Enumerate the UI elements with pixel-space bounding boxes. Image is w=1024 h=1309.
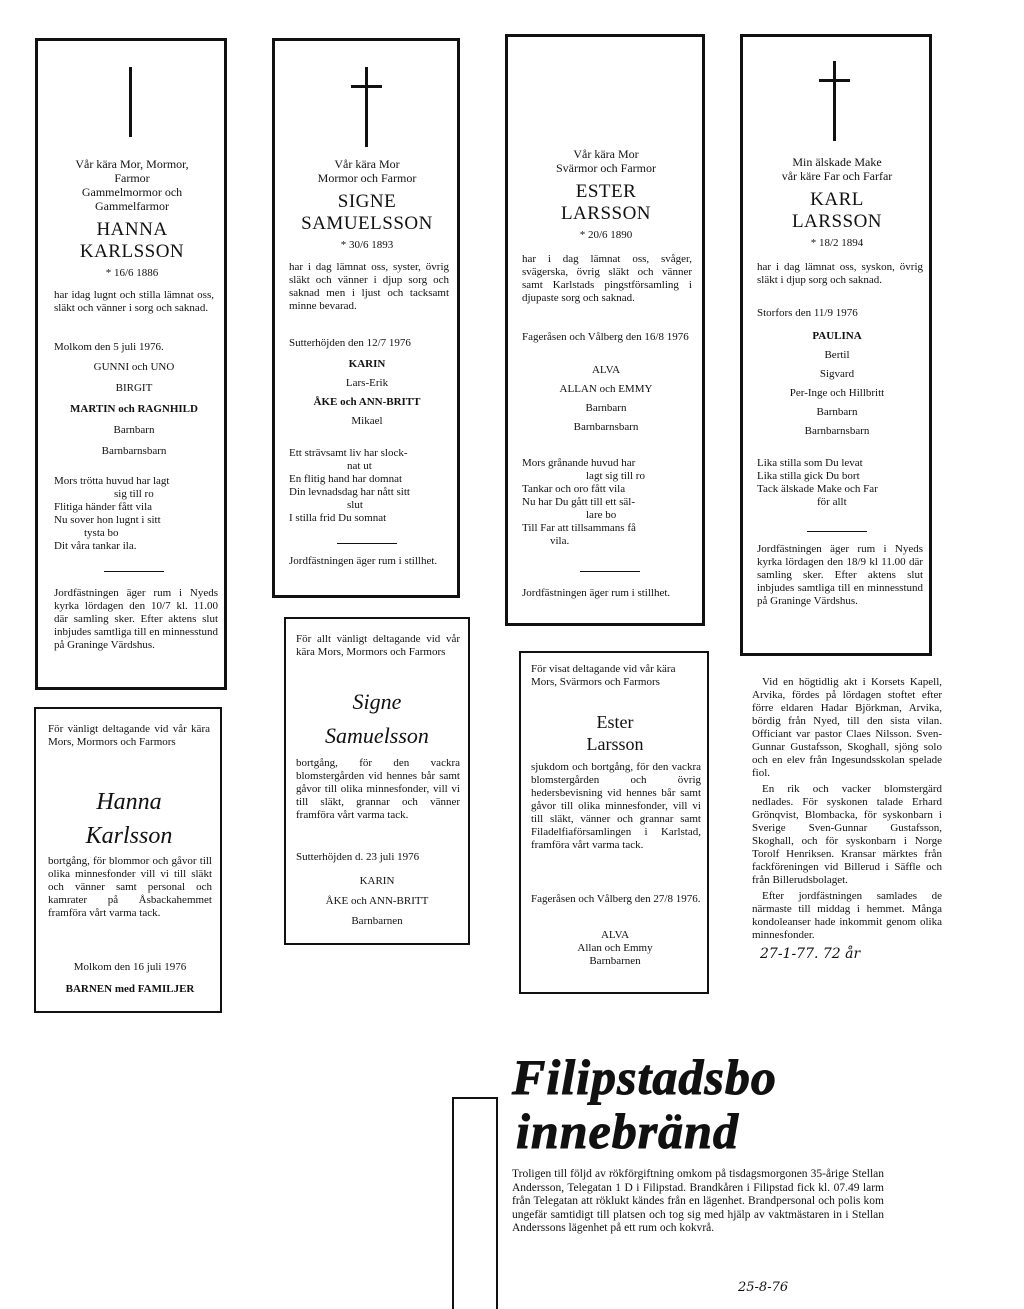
family-member: Sigvard — [819, 368, 855, 380]
birth-date: * 30/6 1893 — [340, 239, 394, 251]
heading-line: Mormor och Farmor — [317, 171, 417, 185]
notice-paragraph: En rik och vacker blomstergärd nedlades. För syskonen talade Erhard Grönqvist, Blombacka, för syskonbarn i Sverige Sven-Gunnar Gustafsson, Skoghall, och för syskonbarn i Norge Torolf Henriksen. Kransar märktes från fackföreningen vid Billerud i Säffle och från Billerudsbolaget. — [752, 783, 942, 886]
obituary-karl-larsson — [740, 34, 932, 656]
handwritten-date: 27-1-77. 72 år — [760, 946, 861, 962]
place-date: Storfors den 11/9 1976 — [757, 307, 858, 319]
family-member: ALVA — [591, 364, 621, 376]
family-member: KARIN — [359, 875, 395, 887]
obituary-hanna-karlsson — [35, 38, 227, 690]
family-member: Barnbarn — [113, 424, 155, 436]
place-date: Molkom den 16 juli 1976 — [73, 961, 187, 973]
signature: BARNEN med FAMILJER — [65, 983, 195, 995]
poem-line: slut — [347, 499, 363, 511]
poem-line: I stilla frid Du somnat — [289, 512, 387, 524]
family-member: Bertil — [824, 349, 850, 361]
poem-line: Nu har Du gått till ett säl- — [522, 496, 636, 508]
family-member: Barnbarn — [816, 406, 858, 418]
heading-line: Vår kära Mor, Mormor, — [75, 157, 189, 171]
poem-line: Lika stilla som Du levat — [757, 457, 863, 469]
funeral-info: Jordfästningen äger rum i stillhet. — [522, 587, 671, 599]
obituary-signe-samuelsson — [272, 38, 460, 598]
poem-line: Till Far att tillsammans få — [522, 522, 636, 534]
poem-line: Lika stilla gick Du bort — [757, 470, 860, 482]
thanks-signe-samuelsson — [284, 617, 470, 945]
cross-icon — [126, 67, 136, 137]
poem-line: Nu sover hon lugnt i sitt — [54, 514, 161, 526]
family-member: Barnbarn — [585, 402, 627, 414]
divider — [807, 531, 867, 532]
poem-line: lagt sig till ro — [586, 470, 645, 482]
poem-line: Mors grånande huvud har — [522, 457, 636, 469]
cross-icon — [347, 67, 387, 147]
blank-frame — [452, 1097, 498, 1309]
heading-line: vår käre Far och Farfar — [781, 169, 893, 183]
birth-date: * 20/6 1890 — [579, 229, 633, 241]
poem-line: Dit våra tankar ila. — [54, 540, 137, 552]
cross-icon — [815, 61, 855, 141]
family-member: Barnbarnen — [589, 955, 641, 967]
death-notice: har i dag lämnat oss, svåger, svägerska, övrig släkt och vänner samt Karlstads pingstförsamling i djupaste sorg och saknad. — [522, 253, 692, 304]
heading-line: Min älskade Make — [792, 155, 882, 169]
family-member: Lars-Erik — [345, 377, 389, 389]
family-member: ALLAN och EMMY — [559, 383, 653, 395]
thanks-body: bortgång, för blommor och gåvor till olika minnesfonder vill vi till släkt och vänner samt personal och kamrater på Åsbackahemmet framföra vårt varma tack. — [48, 855, 212, 919]
poem-line: Ett strävsamt liv har slock- — [289, 447, 408, 459]
deceased-name: KARL — [810, 189, 864, 210]
thanks-body: sjukdom och bortgång, för den vackra blomstergården och övrig hedersbevisning vid hennes bår samt gåvor till olika minnesfonder, vill vi till släkt, vänner och grannar samt Filadelfiaförsamlingen i Karlstad, framföra vårt varma tack. — [531, 761, 701, 851]
family-member: GUNNI och UNO — [93, 361, 175, 373]
poem-line: lare bo — [586, 509, 617, 521]
headline-line: Filipstadsbo — [512, 1049, 777, 1105]
heading-line: Gammelfarmor — [95, 199, 169, 213]
family-member: Barnbarnsbarn — [804, 425, 870, 437]
divider — [104, 571, 164, 572]
family-member: Barnbarnsbarn — [101, 445, 167, 457]
deceased-name: Samuelsson — [325, 723, 429, 748]
notice-paragraph: Vid en högtidlig akt i Korsets Kapell, Arvika, fördes på lördagen stoftet efter förre eldaren Hadar Björkman, Arvika, bördig från Nyed, till den sista vilan. Officiant var pastor Claes Nilsson. Sven-Gunnar Gustafsson, Skoghall, sjöng solo och en elev från Ingesundsskolan spelade fiol. — [752, 676, 942, 779]
birth-date: * 16/6 1886 — [105, 267, 159, 279]
funeral-info: Jordfästningen äger rum i stillhet. — [289, 555, 438, 567]
poem-line: Flitiga händer fått vila — [54, 501, 153, 513]
heading-line: Svärmor och Farmor — [556, 161, 656, 175]
birth-date: * 18/2 1894 — [810, 237, 864, 249]
poem-line: tysta bo — [84, 527, 119, 539]
family-member: ÅKE och ANN-BRITT — [325, 895, 429, 907]
heading-line: Gammelmormor och — [81, 185, 183, 199]
divider — [580, 571, 640, 572]
deceased-name: Ester — [596, 712, 634, 732]
article-body: Troligen till följd av rökförgiftning omkom på tisdagsmorgonen 35-årige Stellan Andersson, Telegatan 1 D i Filipstad. Brandkåren i Filipstad fick kl. 07.49 larm från Telegatan att röklukt kändes från en lägenhet. Brandpersonal och polis kom ungefär samtidigt till platsen och tog sig med hjälp av vaktmästaren in i Stellan Anderssons lägenhet på ett rum och kokvrå. — [512, 1168, 884, 1234]
thanks-intro: För vänligt deltagande vid vår kära Mors, Mormors och Farmors — [48, 723, 210, 748]
family-member: MARTIN och RAGNHILD — [70, 403, 198, 415]
family-member: KARIN — [348, 358, 386, 370]
deceased-name: Larsson — [586, 734, 644, 754]
family-member: Mikael — [351, 415, 383, 427]
deceased-name: Signe — [352, 689, 402, 714]
funeral-info: Jordfästningen äger rum i Nyeds kyrka lördagen den 10/7 kl. 11.00 där samling sker. Efter aktens slut inbjudes samtliga till en minnesstund på Graninge Värdshus. — [54, 587, 218, 651]
handwritten-date: 25-8-76 — [738, 1280, 789, 1295]
family-member: ALVA — [600, 929, 630, 941]
family-member: ÅKE och ANN-BRITT — [313, 396, 421, 408]
deceased-name: Hanna — [96, 789, 162, 815]
poem-line: vila. — [550, 535, 570, 547]
poem-line: Tankar och oro fått vila — [522, 483, 626, 495]
deceased-name: LARSSON — [560, 203, 652, 224]
poem-line: nat ut — [347, 460, 372, 472]
thanks-ester-larsson — [519, 651, 709, 994]
deceased-name: SAMUELSSON — [301, 213, 433, 234]
family-member: Barnbarnen — [351, 915, 403, 927]
poem-line: En flitig hand har domnat — [289, 473, 403, 485]
family-member: Barnbarnsbarn — [573, 421, 639, 433]
place-date: Sutterhöjden d. 23 juli 1976 — [296, 851, 420, 863]
family-member: Allan och Emmy — [577, 942, 653, 954]
place-date: Sutterhöjden den 12/7 1976 — [289, 337, 411, 349]
thanks-intro: För allt vänligt deltagande vid vår kära Mors, Mormors och Farmors — [296, 633, 460, 658]
heading-line: Vår kära Mor — [334, 157, 400, 171]
deceased-name: LARSSON — [791, 211, 883, 232]
thanks-body: bortgång, för den vackra blomstergården vid hennes bår samt gåvor till olika minnesfonder, vill vi till släkt, grannar och vänner framföra vårt varma tack. — [296, 757, 460, 821]
deceased-name: SIGNE — [337, 191, 397, 212]
place-date: Fageråsen och Vålberg den 27/8 1976. — [531, 893, 701, 905]
poem-line: sig till ro — [114, 488, 154, 500]
funeral-info: Jordfästningen äger rum i Nyeds kyrka lördagen den 18/9 kl 11.00 där samling sker. Efter aktens slut inbjudes samtliga till en minnesstund på Graninge Värdshus. — [757, 543, 923, 607]
poem-line: Mors trötta huvud har lagt — [54, 475, 170, 487]
poem-line: för allt — [817, 496, 847, 508]
deceased-name: Karlsson — [85, 823, 173, 849]
poem-line: Tack älskade Make och Far — [757, 483, 878, 495]
death-notice: har i dag lämnat oss, syster, övrig släkt och vänner i djup sorg och saknad men i ljust och tacksamt minne bevarad. — [289, 261, 449, 312]
headline-line: innebränd — [516, 1103, 739, 1159]
place-date: Molkom den 5 juli 1976. — [54, 341, 164, 353]
thanks-hanna-karlsson — [34, 707, 222, 1013]
deceased-name: ESTER — [575, 181, 637, 202]
heading-line: Farmor — [114, 171, 150, 185]
obituary-ester-larsson — [505, 34, 705, 626]
poem-line: Din levnadsdag har nått sitt — [289, 486, 410, 498]
thanks-intro: För visat deltagande vid vår kära Mors, Svärmors och Farmors — [531, 663, 676, 688]
family-member: PAULINA — [812, 330, 862, 342]
funeral-notice-article — [752, 676, 942, 945]
divider — [337, 543, 397, 544]
death-notice: har idag lugnt och stilla lämnat oss, släkt och vänner i sorg och saknad. — [54, 289, 214, 314]
family-member: Per-Inge och Hillbritt — [789, 387, 885, 399]
heading-line: Vår kära Mor — [573, 147, 639, 161]
deceased-name: KARLSSON — [79, 241, 185, 262]
deceased-name: HANNA — [96, 219, 168, 240]
death-notice: har i dag lämnat oss, syskon, övrig släkt i djup sorg och saknad. — [757, 261, 923, 286]
family-member: BIRGIT — [115, 382, 153, 394]
article-headline — [512, 1050, 812, 1158]
place-date: Fageråsen och Vålberg den 16/8 1976 — [522, 331, 689, 343]
notice-paragraph: Efter jordfästningen samlades de närmaste till middag i hemmet. Många kondoleanser hade inkommit genom olika minnesfonder. — [752, 890, 942, 941]
